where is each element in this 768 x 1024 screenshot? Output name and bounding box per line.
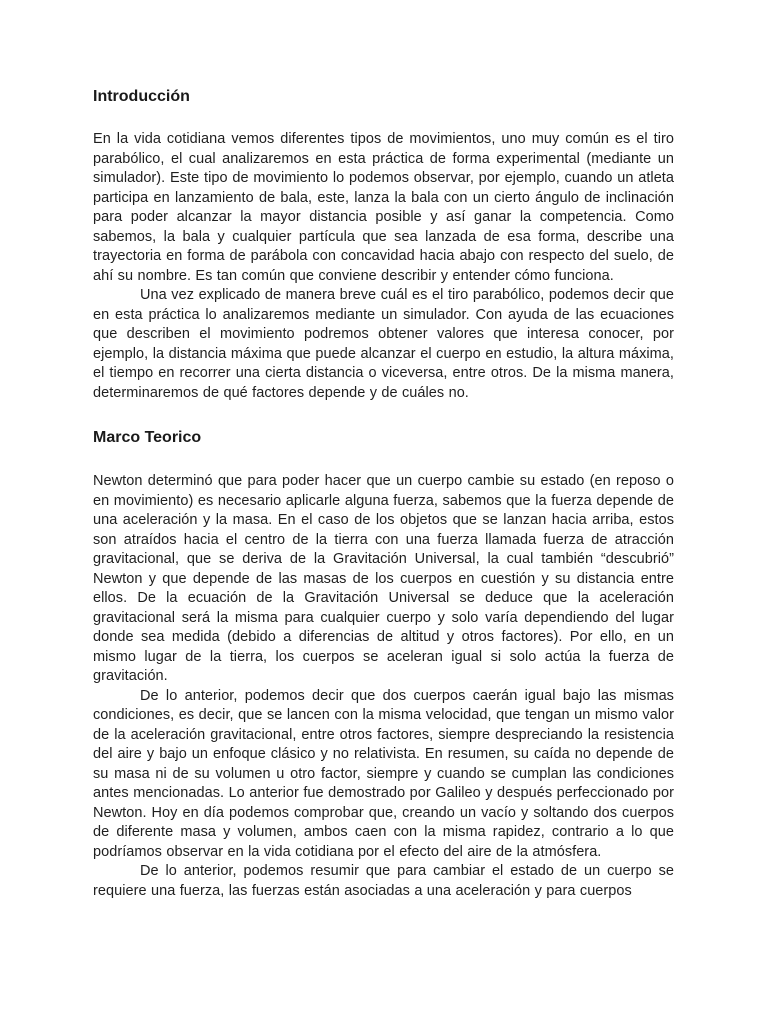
- marco-teorico-paragraph-3: De lo anterior, podemos resumir que para cambiar el estado de un cuerpo se requiere una fuerza, las fuerzas están asociadas a una aceleración y para cuerpos: [93, 863, 674, 899]
- introduction-heading: Introducción: [93, 88, 190, 105]
- introduction-section: [93, 84, 674, 403]
- marco-teorico-section: [93, 425, 674, 901]
- document-page: [93, 84, 674, 901]
- marco-teorico-heading: Marco Teorico: [93, 429, 202, 446]
- introduction-paragraph-2: Una vez explicado de manera breve cuál es el tiro parabólico, podemos decir que en esta práctica lo analizaremos mediante un simulador. Con ayuda de las ecuaciones que describen el movimiento podremos obtener valores que interesa conocer, por ejemplo, la distancia máxima que puede alcanzar el cuerpo en estudio, la altura máxima, el tiempo en recorrer una cierta distancia o viceversa, entre otros. De la misma manera, determinaremos de qué factores depende y de cuáles no.: [93, 287, 674, 401]
- marco-teorico-paragraph-2: De lo anterior, podemos decir que dos cuerpos caerán igual bajo las mismas condiciones, es decir, que se lancen con la misma velocidad, que tengan un mismo valor de la aceleración gravitacional, entre otros factores, siempre despreciando la resistencia del aire y bajo un enfoque clásico y no relativista. En resumen, su caída no depende de su masa ni de su volumen u otro factor, siempre y cuando se cumplan las condiciones antes mencionadas. Lo anterior fue demostrado por Galileo y después perfeccionado por Newton. Hoy en día podemos comprobar que, creando un vacío y soltando dos cuerpos de diferente masa y volumen, ambos caen con la misma rapidez, contrario a lo que podríamos observar en la vida cotidiana por el efecto del aire de la atmósfera.: [93, 687, 674, 860]
- marco-teorico-paragraph-1: Newton determinó que para poder hacer que un cuerpo cambie su estado (en reposo o en movimiento) es necesario aplicarle alguna fuerza, sabemos que la fuerza depende de una aceleración y la masa. En el caso de los objetos que se lanzan hacia arriba, estos son atraídos hacia el centro de la tierra con una fuerza llamada fuerza de atracción gravitacional, que se deriva de la Gravitación Universal, la cual también “descubrió” Newton y que depende de las masas de los cuerpos en cuestión y su distancia entre ellos. De la ecuación de la Gravitación Universal se deduce que la aceleración gravitacional será la misma para cualquier cuerpo y solo varía dependiendo del lugar donde sea medida (debido a diferencias de altitud y otros factores). Por ello, en un mismo lugar de la tierra, los cuerpos se aceleran igual si solo actúa la fuerza de gravitación.: [93, 473, 674, 684]
- introduction-paragraph-1: En la vida cotidiana vemos diferentes tipos de movimientos, uno muy común es el tiro parabólico, el cual analizaremos en esta práctica de forma experimental (mediante un simulador). Este tipo de movimiento lo podemos observar, por ejemplo, cuando un atleta participa en lanzamiento de bala, este, lanza la bala con un cierto ángulo de inclinación para poder alcanzar la mayor distancia posible y así ganar la competencia. Como sabemos, la bala y cualquier partícula que sea lanzada de esa forma, describe una trayectoria en forma de parábola con concavidad hacia abajo con respecto del suelo, de ahí su nombre. Es tan común que conviene describir y entender cómo funciona.: [93, 131, 674, 284]
